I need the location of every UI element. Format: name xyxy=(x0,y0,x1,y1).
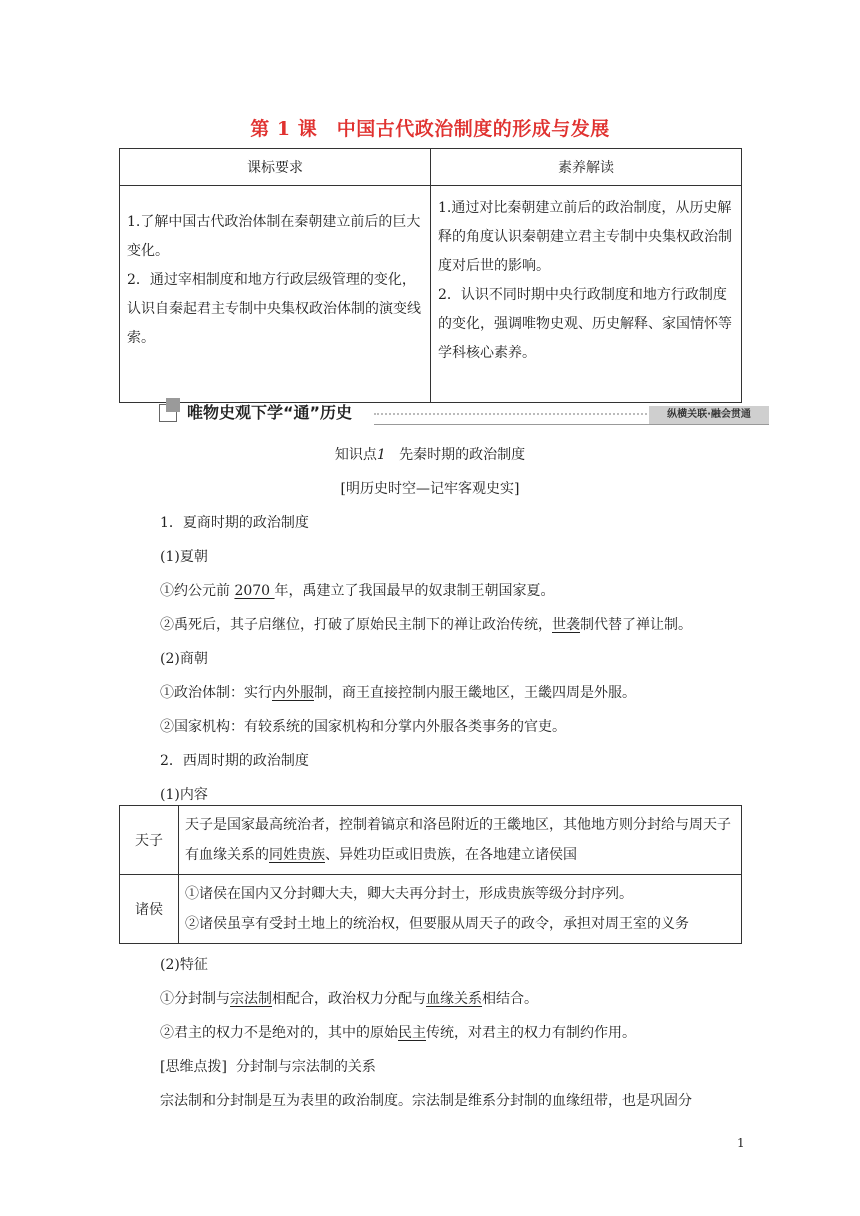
banner-rule xyxy=(374,424,769,425)
paragraph-line: 宗法制和分封制是互为表里的政治制度。宗法制是维系分封制的血缘纽带，也是巩固分 xyxy=(160,1093,692,1109)
literacy-cell xyxy=(431,186,742,403)
underlined-answer: 宗法制 xyxy=(230,991,272,1007)
banner-square-icon xyxy=(166,398,180,412)
underlined-answer: 世袭 xyxy=(552,617,580,633)
banner-title: 唯物史观下学“通”历史 xyxy=(187,403,353,422)
paragraph-line: ①分封制与宗法制相配合，政治权力分配与血缘关系相结合。 xyxy=(160,991,538,1007)
paragraph-line: ②禹死后，其子启继位，打破了原始民主制下的禅让政治传统，世袭制代替了禅让制。 xyxy=(160,617,692,633)
paragraph-line: ②国家机构：有较系统的国家机构和分掌内外服各类事务的官吏。 xyxy=(160,719,566,735)
page-title: 第 1 课 中国古代政治制度的形成与发展 xyxy=(250,118,610,140)
subsection-heading: (1)内容 xyxy=(160,787,208,803)
subsection-heading: (2)特征 xyxy=(160,957,208,973)
paragraph-line: ①政治体制：实行内外服制，商王直接控制内服王畿地区，王畿四周是外服。 xyxy=(160,685,636,701)
underlined-answer: 血缘关系 xyxy=(426,991,482,1007)
subheading: [明历史时空—记牢客观史实] xyxy=(340,481,520,497)
paragraph-line: ①约公元前 2070 年，禹建立了我国最早的奴隶制王朝国家夏。 xyxy=(160,583,555,599)
requirement-item: 2．通过宰相制度和地方行政层级管理的变化，认识自秦起君主专制中央集权政治体制的演变线索。 xyxy=(127,272,421,346)
underlined-answer: 2070 xyxy=(234,583,275,599)
row-content-tianzi: 天子是国家最高统治者，控制着镐京和洛邑附近的王畿地区，其他地方则分封给与周天子有血缘关系的同姓贵族、异姓功臣或旧贵族，在各地建立诸侯国 xyxy=(179,806,742,875)
underlined-answer: 内外服 xyxy=(272,685,314,701)
subsection-heading: (1)夏朝 xyxy=(160,549,208,565)
table-header-literacy: 素养解读 xyxy=(431,149,742,186)
knowledge-point-heading: 知识点1 先秦时期的政治制度 xyxy=(334,447,526,463)
section-banner xyxy=(159,398,769,428)
row-content-zhuhou: ①诸侯在国内又分封卿大夫，卿大夫再分封士，形成贵族等级分封序列。 ②诸侯虽享有受封土地上的统治权，但要服从周天子的政令，承担对周王室的义务 xyxy=(179,875,742,944)
underlined-answer: 民主 xyxy=(398,1025,426,1041)
content-table xyxy=(119,805,742,944)
page-number: 1 xyxy=(737,1136,745,1150)
requirement-item: 1.了解中国古代政治体制在秦朝建立前后的巨大变化。 xyxy=(127,214,421,259)
requirements-cell xyxy=(120,186,431,403)
literacy-item: 2．认识不同时期中央行政制度和地方行政制度的变化，强调唯物史观、历史解释、家国情怀等学科核心素养。 xyxy=(438,287,732,361)
literacy-item: 1.通过对比秦朝建立前后的政治制度，从历史解释的角度认识秦朝建立君主专制中央集权政治制度对后世的影响。 xyxy=(438,200,732,274)
row-head-tianzi: 天子 xyxy=(120,806,179,875)
banner-tag: 纵横关联·融会贯通 xyxy=(649,406,769,424)
subsection-heading: (2)商朝 xyxy=(160,651,208,667)
underlined-answer: 同姓贵族 xyxy=(269,847,325,863)
table-header-requirements: 课标要求 xyxy=(120,149,431,186)
curriculum-table xyxy=(119,148,742,403)
knowledge-point-number: 1 xyxy=(376,447,386,463)
paragraph-line: ②君主的权力不是绝对的，其中的原始民主传统，对君主的权力有制约作用。 xyxy=(160,1025,636,1041)
tip-heading: [思维点拨] 分封制与宗法制的关系 xyxy=(160,1059,376,1075)
row-head-zhuhou: 诸侯 xyxy=(120,875,179,944)
banner-dotted-line xyxy=(374,413,647,415)
section-heading: 2．西周时期的政治制度 xyxy=(160,753,309,769)
section-heading: 1．夏商时期的政治制度 xyxy=(160,515,309,531)
